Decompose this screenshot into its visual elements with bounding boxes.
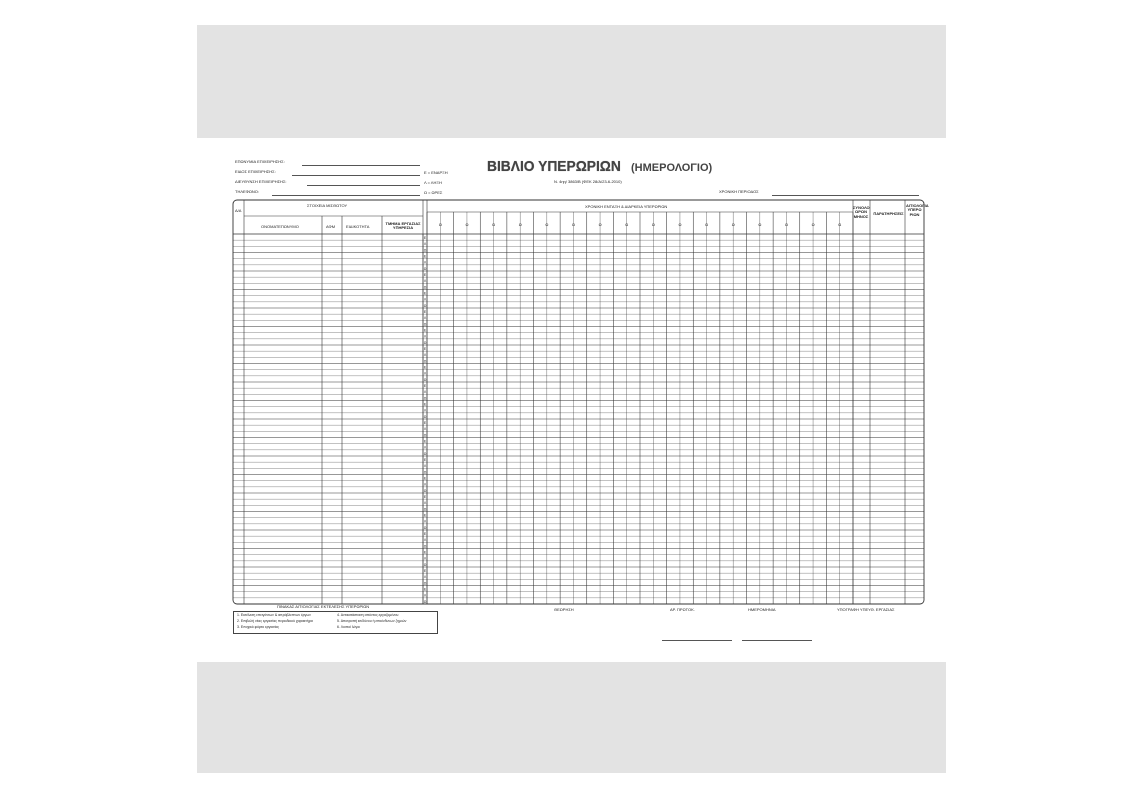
- row-code-label: Λ: [423, 556, 427, 561]
- day-marker-label: Ω: [598, 222, 602, 227]
- row-code-label: Ω: [423, 266, 427, 271]
- row-code-label: Ω: [423, 396, 427, 401]
- legend-item: 2. Επιβολή νέας εργασίας περιοδικού χαρακτήρα: [237, 619, 313, 623]
- row-code-label: Λ: [423, 427, 427, 432]
- row-code-label: Ω: [423, 433, 427, 438]
- footer-date: ΗΜΕΡΟΜΗΝΙΑ: [748, 607, 776, 612]
- row-code-label: Λ: [423, 593, 427, 598]
- legend-item: 6. Λοιποί λόγοι: [337, 625, 360, 629]
- row-code-label: Ω: [423, 340, 427, 345]
- day-marker-label: Ω: [492, 222, 496, 227]
- row-code-label: Λ: [423, 501, 427, 506]
- day-marker-label: Ω: [811, 222, 815, 227]
- code-end: Λ = ΛΗΞΗ: [424, 180, 442, 185]
- legend-item: 1. Εκτέλεση επειγόντων & απρόβλεπτων έργων: [237, 613, 311, 617]
- field-company-type: ΕΙΔΟΣ ΕΠΙΧΕΙΡΗΣΗΣ:: [235, 169, 276, 174]
- field-phone: ΤΗΛΕΦΩΝΟ:: [235, 189, 259, 194]
- document-title-suffix: (ΗΜΕΡΟΛΟΓΙΟ): [631, 162, 713, 174]
- row-code-label: Ε: [423, 346, 427, 351]
- legend-item: 4. Αντικατάσταση απόντος εργαζομένου: [337, 613, 399, 617]
- row-code-label: Λ: [423, 408, 427, 413]
- grid-frame: [233, 200, 929, 604]
- row-code-label: Ε: [423, 568, 427, 573]
- row-code-label: Ε: [423, 309, 427, 314]
- field-company-name: ΕΠΩΝΥΜΙΑ ΕΠΙΧΕΙΡΗΣΗΣ:: [235, 159, 285, 164]
- row-code-label: Ε: [423, 550, 427, 555]
- row-code-label: Ω: [423, 359, 427, 364]
- document-title: ΒΙΒΛΙΟ ΥΠΕΡΩΡΙΩΝ: [487, 158, 621, 175]
- row-code-label: Ω: [423, 451, 427, 456]
- day-marker-label: Ω: [571, 222, 575, 227]
- overtime-grid: [197, 138, 946, 662]
- footer-approval: ΘΕΩΡΗΣΗ: [554, 607, 574, 612]
- day-marker-label: Ω: [678, 222, 682, 227]
- row-code-label: Λ: [423, 316, 427, 321]
- row-code-label: Ε: [423, 272, 427, 277]
- col-total-hours: ΣΥΝΟΛΟ ΩΡΩΝ ΜΗΝΟΣ: [853, 205, 870, 219]
- law-reference: Ν. 4ηη/ 3863/Β (ΦΕΚ 28/Α/23-6-2010): [554, 179, 622, 184]
- day-marker-label: Ω: [438, 222, 442, 227]
- row-code-label: Λ: [423, 445, 427, 450]
- row-code-label: Ε: [423, 513, 427, 518]
- col-afm: ΑΦΜ: [326, 224, 336, 229]
- row-code-label: Ω: [423, 303, 427, 308]
- row-code-label: Ω: [423, 322, 427, 327]
- legend-box: [233, 611, 438, 634]
- row-code-label: Ε: [423, 476, 427, 481]
- col-specialty: ΕΙΔΙΚΟΤΗΤΑ: [346, 224, 370, 229]
- row-code-label: Λ: [423, 297, 427, 302]
- row-code-label: Ε: [423, 587, 427, 592]
- row-code-label: Ω: [423, 562, 427, 567]
- row-code-label: Ω: [423, 525, 427, 530]
- row-code-label: Λ: [423, 353, 427, 358]
- col-remarks: ΠΑΡΑΤΗΡΗΣΕΙΣ: [873, 211, 904, 216]
- day-marker-label: Ω: [651, 222, 655, 227]
- row-code-label: Ω: [423, 377, 427, 382]
- row-code-label: Λ: [423, 279, 427, 284]
- row-code-label: Λ: [423, 242, 427, 247]
- legend-item: 5. Αποτροπή κινδύνου ή επικίνδυνων ζημιών: [337, 619, 407, 623]
- row-code-label: Ε: [423, 439, 427, 444]
- day-marker-label: Ω: [465, 222, 469, 227]
- row-code-label: Ω: [423, 414, 427, 419]
- code-hours: Ω = ΩΡΕΣ: [424, 190, 443, 195]
- signature-line[interactable]: [742, 640, 812, 641]
- code-start: Ε = ΕΝΑΡΞΗ: [424, 170, 448, 175]
- footer-signature: ΥΠΟΓΡΑΦΗ ΥΠΕΥΘ. ΕΡΓΑΣΙΑΣ: [837, 607, 895, 612]
- row-code-label: Ε: [423, 291, 427, 296]
- day-marker-label: Ω: [838, 222, 842, 227]
- row-code-label: Ε: [423, 365, 427, 370]
- row-code-label: Ω: [423, 507, 427, 512]
- row-code-label: Ε: [423, 235, 427, 240]
- signature-line[interactable]: [662, 640, 732, 641]
- row-code-label: Ε: [423, 457, 427, 462]
- row-code-label: Λ: [423, 519, 427, 524]
- row-code-label: Ε: [423, 402, 427, 407]
- day-marker-label: Ω: [731, 222, 735, 227]
- time-section-header: ΧΡΟΝΙΚΗ ΕΝΤΑΞΗ & ΔΙΑΡΚΕΙΑ ΥΠΕΡΩΡΙΩΝ: [585, 204, 668, 209]
- row-code-label: Λ: [423, 260, 427, 265]
- row-code-label: Ω: [423, 599, 427, 604]
- legend-title: ΠΙΝΑΚΑΣ ΑΙΤΙΟΛΟΓΙΑΣ ΕΚΤΕΛΕΣΗΣ ΥΠΕΡΩΡΙΩΝ: [277, 604, 370, 609]
- row-code-label: Ω: [423, 248, 427, 253]
- day-marker-label: Ω: [784, 222, 788, 227]
- day-marker-label: Ω: [518, 222, 522, 227]
- row-code-label: Ω: [423, 488, 427, 493]
- day-marker-label: Ω: [758, 222, 762, 227]
- col-fullname: ΟΝΟΜΑΤΕΠΩΝΥΜΟ: [261, 224, 299, 229]
- row-code-label: Λ: [423, 464, 427, 469]
- row-code-label: Λ: [423, 538, 427, 543]
- period-label: ΧΡΟΝΙΚΗ ΠΕΡΙΟΔΟΣ: [719, 189, 759, 194]
- row-code-label: Ε: [423, 531, 427, 536]
- col-justification: ΑΙΤΙΟΛΟΓΙΑ ΥΠΕΡΩ ΡΙΩΝ: [906, 203, 929, 217]
- row-code-label: Ε: [423, 254, 427, 259]
- row-code-label: Λ: [423, 390, 427, 395]
- row-code-label: Ε: [423, 420, 427, 425]
- row-code-label: Ω: [423, 581, 427, 586]
- form-sheet: [197, 138, 946, 662]
- field-company-address: ΔΙΕΥΘΥΝΣΗ ΕΠΙΧΕΙΡΗΣΗΣ:: [235, 179, 287, 184]
- row-code-label: Λ: [423, 575, 427, 580]
- employee-section-header: ΣΤΟΙΧΕΙΑ ΜΙΣΘΩΤΟΥ: [307, 203, 348, 208]
- row-code-label: Λ: [423, 371, 427, 376]
- row-code-label: Ε: [423, 328, 427, 333]
- row-code-label: Ε: [423, 383, 427, 388]
- col-department: ΤΜΗΜΑ ΕΡΓΑΣΙΑΣ ΥΠΗΡΕΣΙΑ: [385, 221, 421, 231]
- footer-protocol-no: ΑΡ. ΠΡΩΤΟΚ.: [670, 607, 695, 612]
- row-code-label: Λ: [423, 482, 427, 487]
- row-code-label: Ω: [423, 470, 427, 475]
- day-marker-label: Ω: [545, 222, 549, 227]
- day-marker-label: Ω: [705, 222, 709, 227]
- row-code-label: Λ: [423, 334, 427, 339]
- aa-header: Α/Α: [235, 208, 242, 213]
- row-code-label: Ω: [423, 285, 427, 290]
- row-code-label: Ε: [423, 494, 427, 499]
- day-marker-label: Ω: [625, 222, 629, 227]
- row-code-label: Ω: [423, 544, 427, 549]
- legend-item: 3. Εποχικό φόρτο εργασίας: [237, 625, 280, 629]
